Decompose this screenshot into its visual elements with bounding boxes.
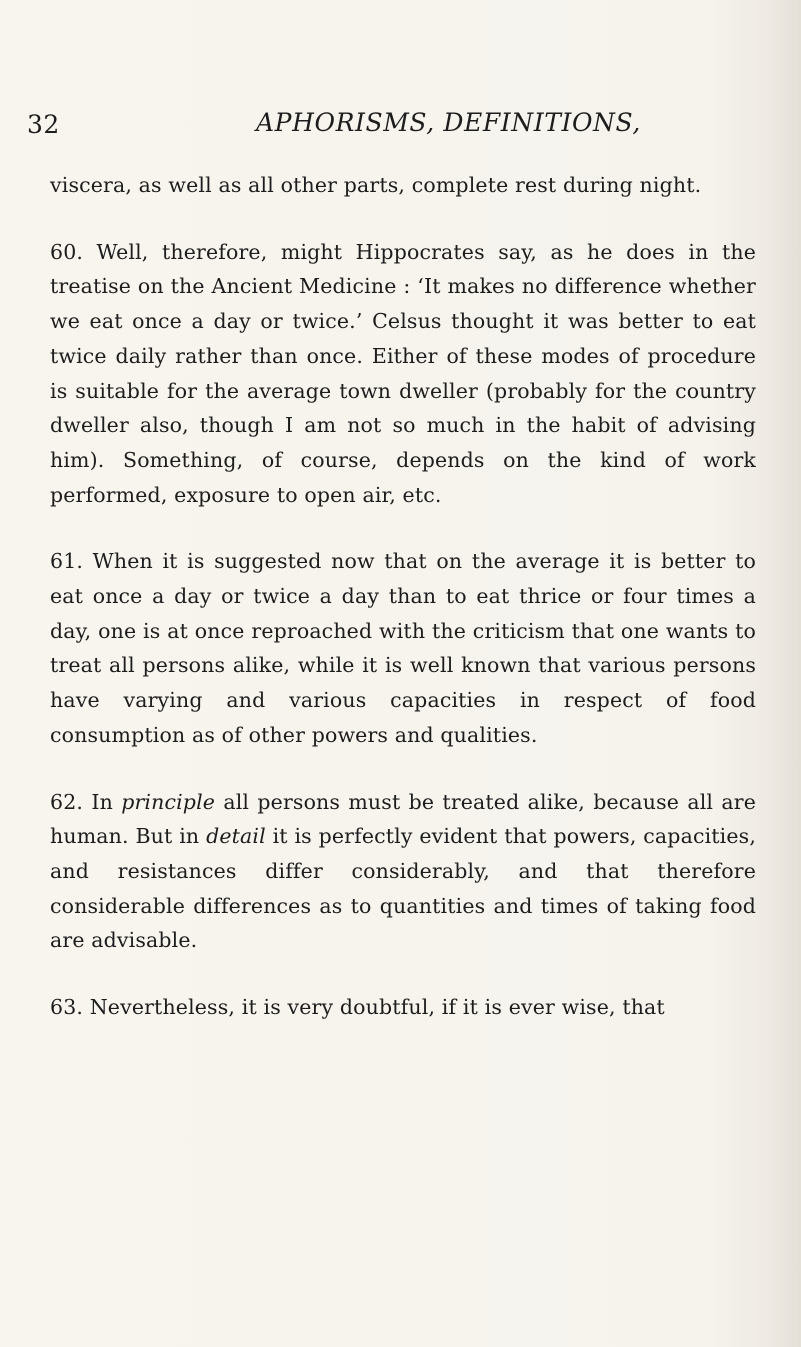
paragraph-61: 61. When it is suggested now that on the average it is better to eat once a day or twice a day than to eat thrice or four times a day, one is at once reproached with the criticism that one wants to treat all persons alike, while it is well known that various persons have varying and various capacities in respect of food consumption as of other powers and qualities. [50, 549, 756, 747]
page-header [0, 108, 801, 144]
paragraph-60: 60. Well, therefore, might Hippocrates say, as he does in the treatise on the Ancient Medicine : ‘It makes no difference whether we eat once a day or twice.’ Celsus thought it was better to eat twice daily rather than once. Either of these modes of procedure is suitable for the average town dweller (probably for the country dweller also, though I am not so much in the habit of advising him). Something, of course, depends on the kind of work performed, exposure to open air, etc. [50, 239, 756, 507]
paragraph-62 [50, 785, 756, 959]
paragraph-continuation: viscera, as well as all other parts, complete rest during night. [50, 173, 702, 197]
paragraph-63: 63. Nevertheless, it is very doubtful, if it is ever wise, that [50, 995, 665, 1020]
paragraph-62-text-e: it is perfectly evident that powers, capacities, and resistances differ considerably, and that therefore considerable differences as to quantities and times of taking food are advisable. [50, 824, 756, 953]
page-number: 32 [27, 110, 60, 139]
paragraph-62-text-a: 62. In [50, 789, 122, 814]
paragraph-62-text-c: all persons must be treated alike, because all are human. But in [50, 789, 756, 849]
body-text [50, 168, 756, 1025]
emphasis-principle: principle [121, 789, 216, 814]
running-title: APHORISMS, DEFINITIONS, [256, 108, 641, 137]
emphasis-detail: detail [206, 824, 266, 849]
